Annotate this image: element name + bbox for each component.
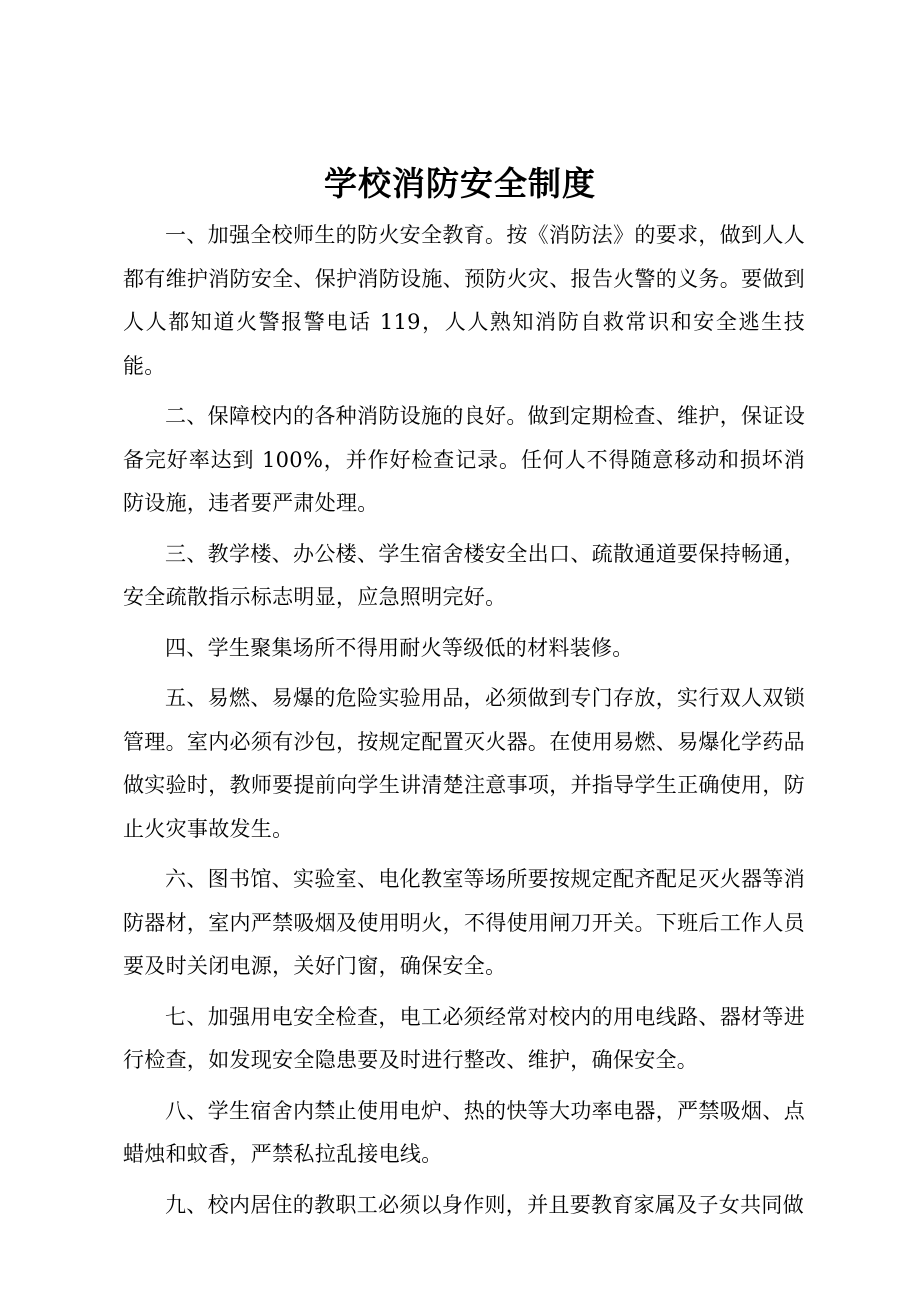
paragraph-2: 二、保障校内的各种消防设施的良好。做到定期检查、维护，保证设备完好率达到 100%，并作好检查记录。任何人不得随意移动和损坏消防设施，违者要严肃处理。	[123, 404, 805, 515]
paragraph-7: 七、加强用电安全检查，电工必须经常对校内的用电线路、器材等进行检查，如发现安全隐患要及时进行整改、维护，确保安全。	[123, 1004, 805, 1072]
document-title: 学校消防安全制度	[324, 164, 596, 203]
paragraph-5: 五、易燃、易爆的危险实验用品，必须做到专门存放，实行双人双锁管理。室内必须有沙包，按规定配置灭火器。在使用易燃、易爆化学药品做实验时，教师要提前向学生讲清楚注意事项，并指导学生正确使用，防止火灾事故发生。	[123, 686, 805, 841]
document-body	[123, 214, 805, 1234]
paragraph-1: 一、加强全校师生的防火安全教育。按《消防法》的要求，做到人人都有维护消防安全、保护消防设施、预防火灾、报告火警的义务。要做到人人都知道火警报警电话 119，人人熟知消防自救常识和安全逃生技能。	[123, 223, 805, 378]
paragraph-3: 三、教学楼、办公楼、学生宿舍楼安全出口、疏散通道要保持畅通，安全疏散指示标志明显，应急照明完好。	[123, 541, 805, 609]
paragraph-4: 四、学生聚集场所不得用耐火等级低的材料装修。	[165, 635, 634, 660]
paragraph-6: 六、图书馆、实验室、电化教室等场所要按规定配齐配足灭火器等消防器材，室内严禁吸烟及使用明火，不得使用闸刀开关。下班后工作人员要及时关闭电源，关好门窗，确保安全。	[123, 867, 805, 978]
paragraph-8: 八、学生宿舍内禁止使用电炉、热的快等大功率电器，严禁吸烟、点蜡烛和蚊香，严禁私拉乱接电线。	[123, 1098, 805, 1166]
paragraph-9: 九、校内居住的教职工必须以身作则，并且要教育家属及子女共同做	[165, 1192, 804, 1217]
